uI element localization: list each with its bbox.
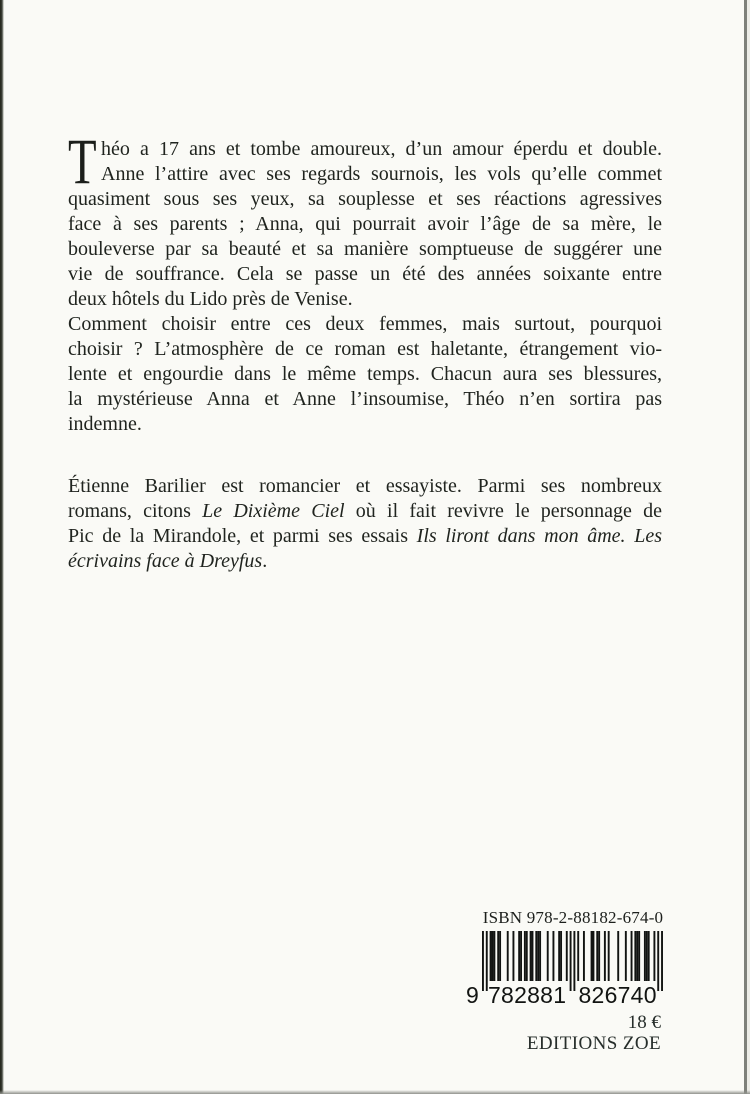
text-line: lente et engourdie dans le même temps. Chacun aura ses blessures, bbox=[68, 363, 662, 385]
text-line: Comment choisir entre ces deux femmes, mais surtout, pourquoi bbox=[68, 313, 662, 335]
text-line: Anne l’attire avec ses regards sournois, les vols qu’elle commet bbox=[101, 163, 662, 185]
svg-text:826740: 826740 bbox=[578, 982, 657, 1005]
text-line: bouleverse par sa beauté et sa manière somptueuse de suggérer une bbox=[68, 238, 662, 260]
text-line: héo a 17 ans et tombe amoureux, d’un amour éperdu et double. bbox=[101, 138, 662, 160]
text-line: vie de souffrance. Cela se passe un été des années soixante entre bbox=[68, 263, 662, 285]
text-line: la mystérieuse Anna et Anne l’insoumise, Théo n’en sortira pas bbox=[68, 388, 662, 410]
text-line: quasiment sous ses yeux, sa souplesse et ses réactions agressives bbox=[68, 188, 662, 210]
text-line: Pic de la Mirandole, et parmi ses essais Ils liront dans mon âme. Les bbox=[68, 525, 662, 547]
scan-edge-left bbox=[0, 0, 4, 1094]
text-line: écrivains face à Dreyfus. bbox=[68, 550, 268, 572]
dropcap-letter: T bbox=[68, 126, 97, 198]
text-line: face à ses parents ; Anna, qui pourrait avoir l’âge de sa mère, le bbox=[68, 213, 662, 235]
author-note-paragraph bbox=[68, 474, 662, 574]
text-line: Étienne Barilier est romancier et essayiste. Parmi ses nombreux bbox=[68, 475, 662, 497]
text-line: deux hôtels du Lido près de Venise. bbox=[68, 288, 353, 310]
text-line: indemne. bbox=[68, 413, 142, 435]
svg-text:782881: 782881 bbox=[488, 982, 566, 1005]
price-label: 18 € bbox=[627, 1012, 661, 1033]
publisher-label: EDITIONS ZOE bbox=[526, 1033, 661, 1054]
synopsis-paragraph-2 bbox=[68, 312, 662, 437]
svg-text:9: 9 bbox=[466, 982, 479, 1005]
text-line: choisir ? L’atmosphère de ce roman est haletante, étrangement vio- bbox=[68, 338, 662, 360]
synopsis-paragraph-1 bbox=[68, 137, 662, 312]
back-cover-text bbox=[68, 137, 662, 574]
scan-edge-bottom bbox=[0, 1090, 750, 1094]
isbn-label: ISBN 978-2-88182-674-0 bbox=[482, 908, 664, 927]
ean13-barcode bbox=[460, 931, 670, 1005]
text-line: romans, citons Le Dixième Ciel où il fait revivre le personnage de bbox=[68, 500, 662, 522]
